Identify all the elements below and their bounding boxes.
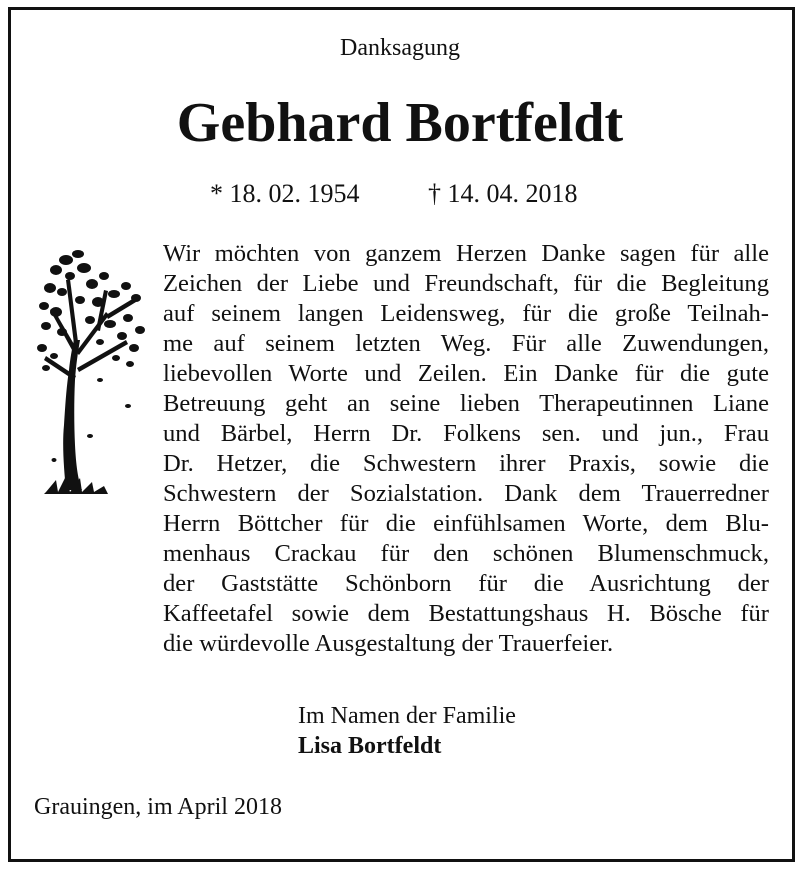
- tree-icon: [36, 240, 148, 496]
- place-and-date: Grauingen, im April 2018: [34, 794, 282, 820]
- text-line: menhaus Crackau für den schönen Blumenschmuck,: [163, 540, 769, 567]
- text-line: Dr. Hetzer, die Schwestern ihrer Praxis, sowie die: [163, 450, 769, 477]
- text-line: Kaffeetafel sowie dem Bestattungshaus H. Bösche für: [163, 600, 769, 627]
- thank-you-text: [163, 239, 769, 659]
- text-line: auf seinem langen Leidensweg, für die große Teilnah-: [163, 300, 769, 327]
- notice-heading: Danksagung: [340, 35, 460, 61]
- text-line: der Gaststätte Schönborn für die Ausrichtung der: [163, 570, 769, 597]
- birth-date: * 18. 02. 1954: [210, 179, 360, 208]
- signature-intro: Im Namen der Familie: [298, 703, 516, 729]
- signature-name: Lisa Bortfeldt: [298, 733, 442, 759]
- text-line: Herrn Böttcher für die einfühlsamen Worte, dem Blu-: [163, 510, 769, 537]
- text-line: und Bärbel, Herrn Dr. Folkens sen. und jun., Frau: [163, 420, 769, 447]
- text-line: Schwestern der Sozialstation. Dank dem Trauerredner: [163, 480, 769, 507]
- text-line: me auf seinem letzten Weg. Für alle Zuwendungen,: [163, 330, 769, 357]
- signature-block: [298, 701, 516, 761]
- text-line: Wir möchten von ganzem Herzen Danke sagen für alle: [163, 240, 769, 267]
- text-line: Zeichen der Liebe und Freundschaft, für die Begleitung: [163, 270, 769, 297]
- text-line: die würdevolle Ausgestaltung der Trauerfeier.: [163, 630, 614, 657]
- text-line: Betreuung geht an seine lieben Therapeutinnen Liane: [163, 390, 769, 417]
- death-date: † 14. 04. 2018: [428, 179, 578, 208]
- text-line: liebevollen Worte und Zeilen. Ein Danke für die gute: [163, 360, 769, 387]
- deceased-name: Gebhard Bortfeldt: [176, 92, 624, 154]
